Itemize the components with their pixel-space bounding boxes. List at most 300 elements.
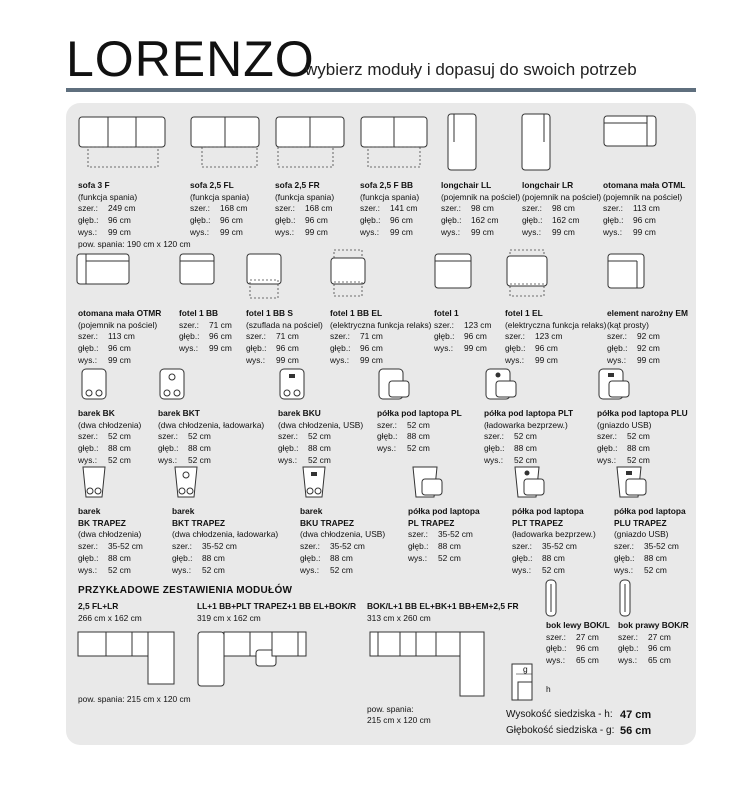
- dim-label: wys.:: [246, 354, 266, 365]
- dim-value: 168 cm: [305, 203, 333, 214]
- module-21: [172, 506, 278, 576]
- dim-label: głęb.:: [360, 215, 381, 226]
- dim-label: wys.:: [78, 354, 98, 365]
- module-1: [190, 180, 249, 239]
- module-dim-h: [78, 455, 141, 467]
- module-dim-w: [78, 203, 191, 215]
- module-dim-d: [360, 215, 419, 227]
- tagline: wybierz moduły i dopasuj do swoich potrzeb: [305, 60, 637, 79]
- dim-label: głęb.:: [246, 343, 267, 354]
- sofa-3f-icon: [78, 114, 168, 170]
- polka-pl-trapez-icon: [410, 465, 446, 503]
- seat-height-label: Wysokość siedziska - h:: [506, 709, 613, 720]
- module-sub: (pojemnik na pościel): [603, 191, 683, 202]
- dim-value: 98 cm: [552, 203, 575, 214]
- module-17: [377, 408, 462, 455]
- dim-label: wys.:: [360, 226, 380, 237]
- dim-label: szer.:: [360, 203, 381, 214]
- module-name: fotel 1: [434, 308, 459, 318]
- seat-diagram-icon: [506, 660, 556, 706]
- module-dim-h: [278, 455, 363, 467]
- module-dim-h: [190, 227, 249, 239]
- dim-label: wys.:: [603, 226, 623, 237]
- dim-label: głęb.:: [603, 215, 624, 226]
- dim-value: 96 cm: [633, 215, 656, 226]
- dim-value: 99 cm: [108, 226, 131, 237]
- dim-label: szer.:: [190, 203, 211, 214]
- module-sub: (ładowarka bezprzew.): [484, 419, 568, 430]
- module-dim-w: [246, 331, 323, 343]
- dim-value: 27 cm: [576, 631, 599, 642]
- module-name: fotel 1 BB: [179, 308, 219, 318]
- module-dim-w: [172, 541, 278, 553]
- module-dim-d: [78, 215, 191, 227]
- dim-label: wys.:: [78, 226, 98, 237]
- dim-label: wys.:: [607, 354, 627, 365]
- dim-value: 88 cm: [438, 541, 461, 552]
- dim-label: szer.:: [441, 203, 462, 214]
- sofa-25fr-icon: [275, 114, 347, 170]
- fotel-1bb-icon: [179, 252, 217, 288]
- module-10: [330, 308, 431, 367]
- module-name: półka pod laptopa PL: [377, 408, 462, 418]
- polka-pl-icon: [377, 367, 413, 403]
- module-dim-h: [360, 227, 419, 239]
- dim-value: 71 cm: [209, 319, 232, 330]
- dim-label: wys.:: [300, 564, 320, 575]
- module-dim-h: [377, 443, 462, 455]
- dim-value: 88 cm: [308, 443, 331, 454]
- dim-value: 88 cm: [108, 443, 131, 454]
- dim-value: 113 cm: [108, 331, 135, 342]
- module-26: [546, 620, 610, 667]
- dim-label: głęb.:: [512, 552, 533, 563]
- module-dim-d: [246, 343, 323, 355]
- dim-value: 35-52 cm: [542, 541, 577, 552]
- module-dim-h: [614, 565, 686, 577]
- module-3: [360, 180, 419, 239]
- module-name: barek: [78, 506, 101, 516]
- module-dim-h: [300, 565, 385, 577]
- module-5: [522, 180, 601, 239]
- dim-label: głęb.:: [190, 215, 211, 226]
- dim-value: 96 cm: [108, 215, 131, 226]
- dim-value: 99 cm: [471, 226, 494, 237]
- dim-value: 96 cm: [108, 343, 131, 354]
- module-24: [512, 506, 596, 576]
- dim-value: 88 cm: [108, 552, 131, 563]
- header-rule: [66, 88, 696, 92]
- dim-label: szer.:: [246, 331, 267, 342]
- module-25: [614, 506, 686, 576]
- dim-value: 52 cm: [108, 431, 131, 442]
- module-dim-d: [377, 431, 462, 443]
- dim-value: 99 cm: [305, 226, 328, 237]
- module-dim-d: [78, 343, 161, 355]
- dim-value: 98 cm: [471, 203, 494, 214]
- dim-label: wys.:: [484, 454, 504, 465]
- dim-value: 88 cm: [514, 443, 537, 454]
- dim-label: głęb.:: [172, 552, 193, 563]
- dim-label: szer.:: [603, 203, 624, 214]
- barek-bk-trapez-icon: [80, 465, 110, 501]
- module-9: [246, 308, 323, 367]
- module-name: półka pod laptopa PLU: [597, 408, 688, 418]
- dim-label: wys.:: [505, 354, 525, 365]
- bok-lewy-icon: [543, 578, 559, 620]
- module-19: [597, 408, 688, 467]
- module-dim-w: [78, 331, 161, 343]
- module-dim-h: [172, 565, 278, 577]
- barek-bkt-trapez-icon: [172, 465, 202, 501]
- dim-value: 123 cm: [464, 319, 492, 330]
- module-name: barek BK: [78, 408, 115, 418]
- module-dim-d: [597, 443, 688, 455]
- combo-1-note: pow. spania: 215 cm x 120 cm: [78, 694, 191, 704]
- module-dim-h: [512, 565, 596, 577]
- combo-1-size: 266 cm x 162 cm: [78, 612, 142, 623]
- module-name: barek: [172, 506, 195, 516]
- dim-label: szer.:: [330, 331, 351, 342]
- module-dim-w: [300, 541, 385, 553]
- module-dim-w: [278, 431, 363, 443]
- module-dim-w: [597, 431, 688, 443]
- otomana-otml-icon: [603, 114, 659, 150]
- dim-label: głęb.:: [78, 343, 99, 354]
- combo-3-note: [367, 704, 431, 726]
- module-name: longchair LR: [522, 180, 574, 190]
- module-dim-h: [603, 227, 685, 239]
- dim-value: 96 cm: [360, 343, 383, 354]
- module-sub: (dwa chłodzenia): [78, 529, 142, 540]
- dim-label: głęb.:: [597, 443, 618, 454]
- dim-label: wys.:: [618, 655, 638, 666]
- module-13: [607, 308, 688, 367]
- dim-label: głęb.:: [441, 215, 462, 226]
- module-name: element narożny EM: [607, 308, 688, 318]
- dim-value: 96 cm: [220, 215, 243, 226]
- dim-label: głęb.:: [78, 552, 99, 563]
- dim-value: 113 cm: [633, 203, 660, 214]
- module-sub: (kąt prosty): [607, 319, 649, 330]
- dim-value: 52 cm: [407, 419, 430, 430]
- fotel-1-icon: [434, 252, 474, 292]
- module-sub: (pojemnik na pościel): [78, 319, 158, 330]
- module-4: [441, 180, 520, 239]
- longchair-lr-icon: [520, 112, 554, 174]
- combo-2-name: LL+1 BB+PLT TRAPEZ+1 BB EL+BOK/R: [197, 601, 356, 611]
- dim-value: 92 cm: [637, 331, 660, 342]
- module-dim-d: [190, 215, 249, 227]
- module-dim-w: [614, 541, 686, 553]
- seat-depth-row: [506, 725, 652, 737]
- module-sub: (ładowarka bezprzew.): [512, 529, 596, 540]
- module-dim-w: [607, 331, 688, 343]
- dim-value: 52 cm: [108, 454, 131, 465]
- polka-plu-trapez-icon: [614, 465, 650, 503]
- module-name: półka pod laptopa: [614, 506, 686, 516]
- module-dim-h: [597, 455, 688, 467]
- barek-bk-icon: [80, 367, 110, 403]
- module-name: sofa 2,5 F BB: [360, 180, 414, 190]
- dim-value: 96 cm: [305, 215, 328, 226]
- module-dim-w: [546, 632, 610, 644]
- dim-label: szer.:: [512, 541, 533, 552]
- module-dim-w: [78, 541, 143, 553]
- module-sub: (pojemnik na pościel): [522, 191, 602, 202]
- module-dim-h: [179, 343, 232, 355]
- dim-label: szer.:: [78, 203, 99, 214]
- dim-label: szer.:: [505, 331, 526, 342]
- module-sub: (funkcja spania): [190, 191, 250, 202]
- dim-value: 52 cm: [308, 454, 331, 465]
- module-dim-d: [434, 331, 491, 343]
- dim-label: głęb.:: [408, 541, 429, 552]
- module-23: [408, 506, 480, 565]
- module-dim-d: [300, 553, 385, 565]
- dim-label: wys.:: [434, 343, 454, 354]
- dim-label: szer.:: [78, 541, 99, 552]
- module-dim-h: [434, 343, 491, 355]
- bok-prawy-icon: [617, 578, 633, 620]
- dim-label: szer.:: [377, 419, 398, 430]
- dim-label: wys.:: [158, 454, 178, 465]
- fotel-1bbs-icon: [246, 250, 284, 302]
- examples-heading: PRZYKŁADOWE ZESTAWIENIA MODUŁÓW: [78, 585, 293, 596]
- module-dim-w: [603, 203, 685, 215]
- module-dim-h: [546, 655, 610, 667]
- dim-value: 52 cm: [188, 454, 211, 465]
- polka-plt-icon: [484, 367, 520, 403]
- dim-value: 52 cm: [308, 431, 331, 442]
- module-name-2: BKT TRAPEZ: [172, 517, 226, 528]
- dim-label: wys.:: [78, 454, 98, 465]
- module-dim-w: [179, 320, 232, 332]
- module-name: półka pod laptopa: [512, 506, 584, 516]
- dim-label: głęb.:: [275, 215, 296, 226]
- module-dim-d: [330, 343, 431, 355]
- module-dim-w: [78, 431, 141, 443]
- dim-label: głęb.:: [546, 643, 567, 654]
- module-sub: (gniazdo USB): [597, 419, 652, 430]
- combo-1-icon: [76, 630, 178, 688]
- module-name: bok prawy BOK/R: [618, 620, 689, 630]
- dim-label: głęb.:: [78, 443, 99, 454]
- dim-value: 88 cm: [542, 552, 565, 563]
- module-dim-w: [275, 203, 334, 215]
- module-dim-d: [408, 541, 480, 553]
- combo-3-size: 313 cm x 260 cm: [367, 612, 431, 623]
- combo-1-name: 2,5 FL+LR: [78, 601, 119, 611]
- module-7: [78, 308, 161, 367]
- dim-label: wys.:: [190, 226, 210, 237]
- dim-value: 123 cm: [535, 331, 563, 342]
- dim-label: głęb.:: [78, 215, 99, 226]
- module-name: sofa 2,5 FR: [275, 180, 320, 190]
- module-name: barek: [300, 506, 323, 516]
- module-dim-h: [505, 355, 606, 367]
- dim-value: 35-52 cm: [330, 541, 365, 552]
- dim-value: 96 cm: [648, 643, 671, 654]
- module-dim-h: [275, 227, 334, 239]
- module-dim-d: [512, 553, 596, 565]
- combo-2-icon: [196, 628, 308, 690]
- dim-value: 99 cm: [633, 226, 656, 237]
- dim-value: 52 cm: [627, 431, 650, 442]
- module-dim-h: [618, 655, 689, 667]
- dim-label: wys.:: [179, 343, 199, 354]
- dim-value: 88 cm: [330, 552, 353, 563]
- dim-value: 65 cm: [576, 655, 599, 666]
- module-dim-d: [78, 443, 141, 455]
- dim-label: głęb.:: [434, 331, 455, 342]
- combo-3-note-2: 215 cm x 120 cm: [367, 715, 431, 725]
- dim-label: szer.:: [78, 431, 99, 442]
- module-2: [275, 180, 334, 239]
- dim-value: 88 cm: [202, 552, 225, 563]
- otomana-otmr-icon: [76, 252, 132, 288]
- dim-value: 52 cm: [202, 564, 225, 575]
- dim-value: 88 cm: [407, 431, 430, 442]
- combo-3: [367, 601, 519, 624]
- module-name-2: BK TRAPEZ: [78, 517, 126, 528]
- module-dim-d: [546, 643, 610, 655]
- dim-label: szer.:: [300, 541, 321, 552]
- element-em-icon: [607, 252, 647, 292]
- module-dim-h: [330, 355, 431, 367]
- dim-value: 52 cm: [542, 564, 565, 575]
- module-dim-w: [190, 203, 249, 215]
- dim-value: 249 cm: [108, 203, 136, 214]
- module-dim-d: [78, 553, 143, 565]
- dim-label: szer.:: [546, 631, 567, 642]
- dim-value: 162 cm: [552, 215, 580, 226]
- module-dim-w: [505, 331, 606, 343]
- seat-depth-value: 56 cm: [620, 725, 652, 737]
- module-16: [278, 408, 363, 467]
- dim-value: 168 cm: [220, 203, 248, 214]
- module-sub: (elektryczna funkcja relaks): [330, 319, 432, 330]
- dim-label: głęb.:: [522, 215, 543, 226]
- combo-2-size: 319 cm x 162 cm: [197, 612, 261, 623]
- combo-3-icon: [368, 628, 488, 700]
- module-sub: (dwa chłodzenia, ładowarka): [172, 529, 279, 540]
- module-dim-w: [330, 331, 431, 343]
- module-dim-d: [275, 215, 334, 227]
- module-dim-w: [434, 320, 491, 332]
- module-name-2: PLU TRAPEZ: [614, 517, 667, 528]
- module-dim-w: [158, 431, 264, 443]
- dim-value: 92 cm: [637, 343, 660, 354]
- combo-3-note-1: pow. spania:: [367, 704, 414, 714]
- module-22: [300, 506, 385, 576]
- dim-value: 99 cm: [108, 354, 131, 365]
- dim-label: wys.:: [330, 354, 350, 365]
- dim-value: 99 cm: [276, 354, 299, 365]
- dim-label: szer.:: [275, 203, 296, 214]
- module-dim-h: [607, 355, 688, 367]
- dim-label: wys.:: [408, 552, 428, 563]
- dim-label: wys.:: [546, 655, 566, 666]
- module-dim-w: [377, 420, 462, 432]
- dim-value: 88 cm: [644, 552, 667, 563]
- dim-value: 88 cm: [627, 443, 650, 454]
- module-dim-w: [441, 203, 520, 215]
- dim-value: 52 cm: [438, 552, 461, 563]
- module-dim-d: [618, 643, 689, 655]
- dim-label: wys.:: [441, 226, 461, 237]
- fotel-1el-icon: [505, 248, 551, 300]
- dim-label: szer.:: [172, 541, 193, 552]
- dim-label: wys.:: [78, 564, 98, 575]
- module-name-2: PL TRAPEZ: [408, 517, 455, 528]
- dim-label: wys.:: [275, 226, 295, 237]
- module-dim-d: [179, 331, 232, 343]
- dim-label: szer.:: [158, 431, 179, 442]
- module-27: [618, 620, 689, 667]
- dim-label: szer.:: [484, 431, 505, 442]
- dim-value: 52 cm: [330, 564, 353, 575]
- module-dim-h: [408, 553, 480, 565]
- dim-label: wys.:: [377, 443, 397, 454]
- dim-label: szer.:: [597, 431, 618, 442]
- dim-value: 88 cm: [188, 443, 211, 454]
- dim-label: wys.:: [278, 454, 298, 465]
- barek-bkt-icon: [158, 367, 188, 403]
- module-dim-w: [408, 529, 480, 541]
- module-name: sofa 2,5 FL: [190, 180, 234, 190]
- dim-label: głęb.:: [505, 343, 526, 354]
- module-sub: (funkcja spania): [360, 191, 420, 202]
- dim-label: szer.:: [278, 431, 299, 442]
- dim-label: głęb.:: [300, 552, 321, 563]
- module-name: fotel 1 BB EL: [330, 308, 383, 318]
- dim-value: 99 cm: [220, 226, 243, 237]
- dim-value: 52 cm: [108, 564, 131, 575]
- dim-label: głęb.:: [607, 343, 628, 354]
- module-dim-d: [172, 553, 278, 565]
- module-sub: (funkcja spania): [275, 191, 335, 202]
- dim-value: 71 cm: [276, 331, 299, 342]
- module-dim-d: [614, 553, 686, 565]
- module-name: barek BKT: [158, 408, 200, 418]
- sofa-25fbb-icon: [360, 114, 432, 170]
- dim-label: wys.:: [512, 564, 532, 575]
- module-dim-w: [512, 541, 596, 553]
- dim-value: 35-52 cm: [644, 541, 679, 552]
- dim-value: 162 cm: [471, 215, 499, 226]
- module-sub: (pojemnik na pościel): [441, 191, 521, 202]
- module-dim-h: [522, 227, 601, 239]
- dim-label: szer.:: [607, 331, 628, 342]
- module-sub: (szuflada na pościel): [246, 319, 323, 330]
- module-11: [434, 308, 491, 355]
- polka-plu-icon: [597, 367, 633, 403]
- module-sub: (dwa chłodzenia, USB): [300, 529, 386, 540]
- module-dim-d: [484, 443, 573, 455]
- dim-value: 65 cm: [648, 655, 671, 666]
- dim-value: 99 cm: [535, 354, 558, 365]
- dim-label: głęb.:: [484, 443, 505, 454]
- module-name: otomana mała OTML: [603, 180, 686, 190]
- dim-label: głęb.:: [618, 643, 639, 654]
- module-8: [179, 308, 232, 355]
- dim-label: wys.:: [597, 454, 617, 465]
- module-dim-h: [158, 455, 264, 467]
- dim-value: 99 cm: [360, 354, 383, 365]
- dim-value: 52 cm: [188, 431, 211, 442]
- module-name: longchair LL: [441, 180, 492, 190]
